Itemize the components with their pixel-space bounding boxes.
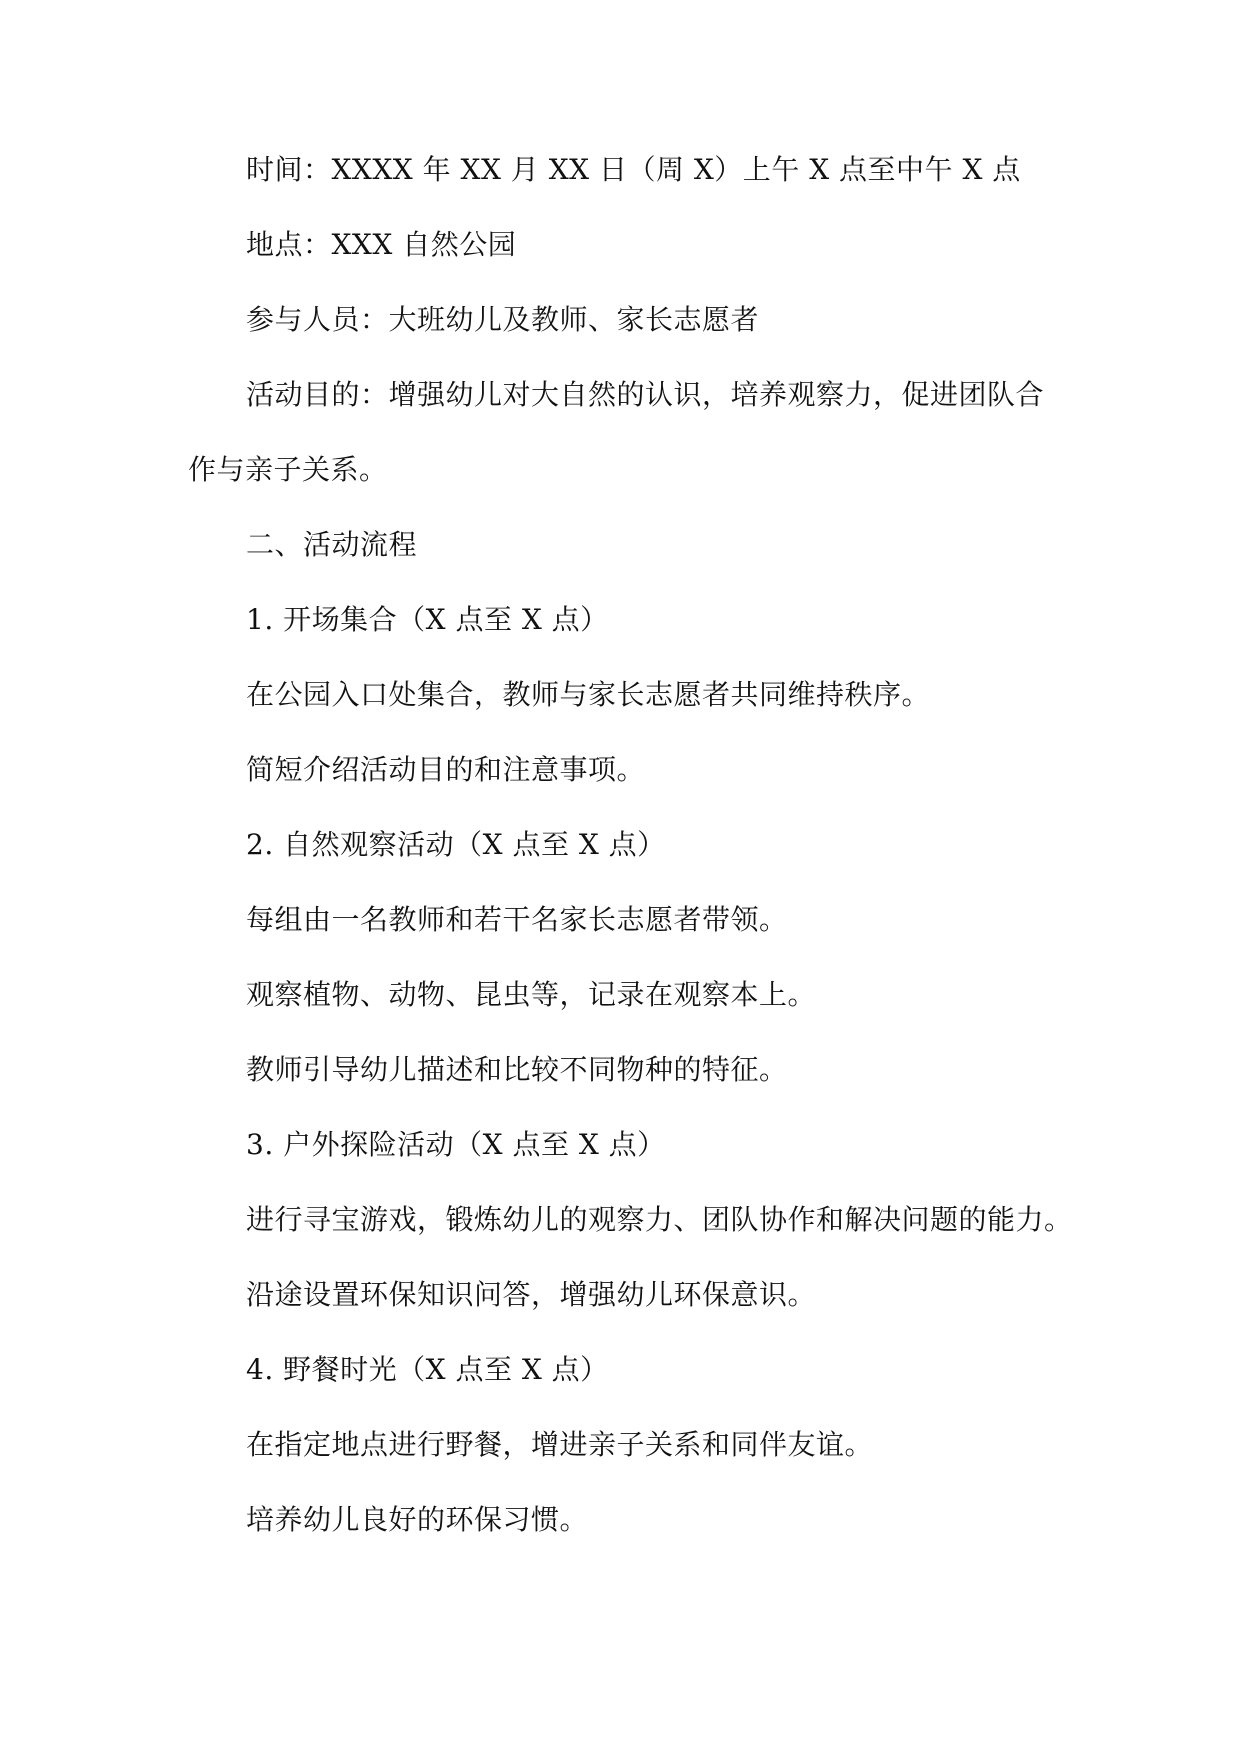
step-2-heading: 2. 自然观察活动（X 点至 X 点）	[246, 828, 666, 861]
purpose-line: 活动目的：增强幼儿对大自然的认识，培养观察力，促进团队合	[246, 378, 1045, 411]
location-line: 地点：XXX 自然公园	[246, 228, 517, 261]
participants-line: 参与人员：大班幼儿及教师、家长志愿者	[246, 303, 760, 336]
step-1-heading: 1. 开场集合（X 点至 X 点）	[246, 603, 609, 636]
step-3-detail-1: 进行寻宝游戏，锻炼幼儿的观察力、团队协作和解决问题的能力。	[246, 1203, 1073, 1236]
step-2-detail-3: 教师引导幼儿描述和比较不同物种的特征。	[246, 1053, 788, 1086]
step-3-detail-2: 沿途设置环保知识问答，增强幼儿环保意识。	[246, 1278, 817, 1311]
step-4-detail-1: 在指定地点进行野餐，增进亲子关系和同伴友谊。	[246, 1428, 874, 1461]
section-heading-activity-flow: 二、活动流程	[246, 528, 418, 561]
step-1-detail-2: 简短介绍活动目的和注意事项。	[246, 753, 646, 786]
step-4-heading: 4. 野餐时光（X 点至 X 点）	[246, 1353, 609, 1386]
step-1-detail-1: 在公园入口处集合，教师与家长志愿者共同维持秩序。	[246, 678, 931, 711]
step-2-detail-1: 每组由一名教师和若干名家长志愿者带领。	[246, 903, 788, 936]
purpose-line-continued: 作与亲子关系。	[188, 453, 388, 486]
time-line: 时间：XXXX 年 XX 月 XX 日（周 X）上午 X 点至中午 X 点	[246, 153, 1021, 186]
step-4-detail-2: 培养幼儿良好的环保习惯。	[246, 1503, 589, 1536]
step-3-heading: 3. 户外探险活动（X 点至 X 点）	[246, 1128, 666, 1161]
step-2-detail-2: 观察植物、动物、昆虫等，记录在观察本上。	[246, 978, 817, 1011]
